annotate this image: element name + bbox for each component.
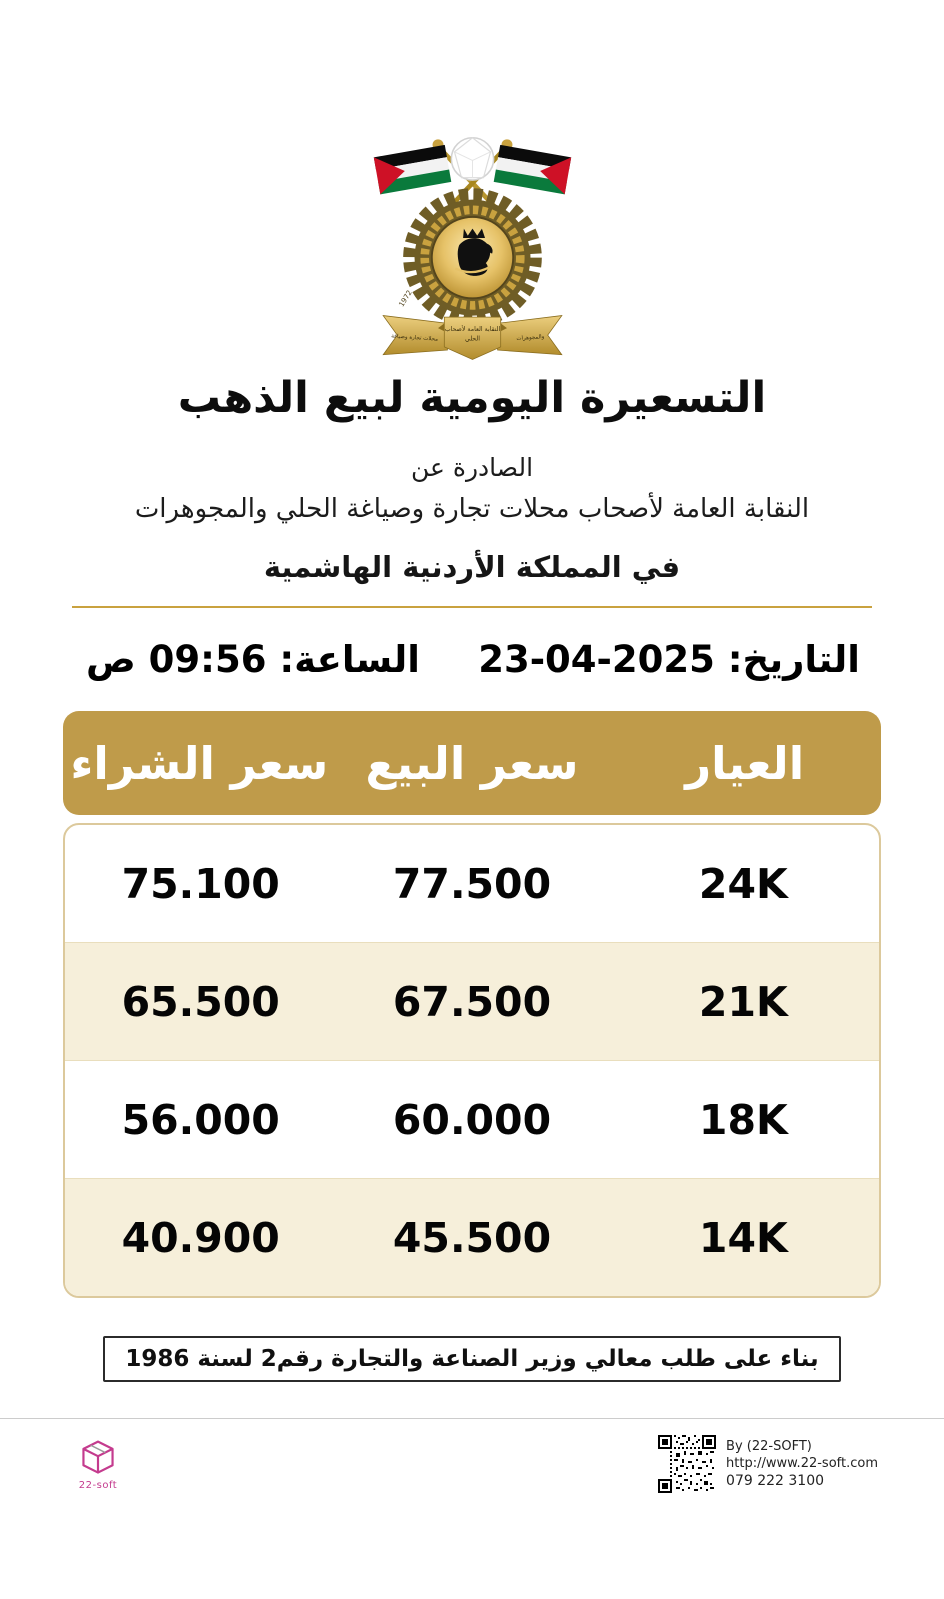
header-karat: العيار [685, 736, 805, 790]
page-title: التسعيرة اليومية لبيع الذهب [177, 373, 767, 423]
header-sell-price: سعر البيع [365, 736, 579, 790]
buy-price-cell: 65.500 [121, 977, 280, 1026]
established-year: 1972 [396, 288, 414, 309]
footer [0, 1419, 944, 1493]
sell-price-cell: 60.000 [392, 1095, 552, 1144]
jordan-flag-left-icon [373, 145, 451, 195]
ribbon-center-line1: النقابة العامة لأصحاب [444, 326, 500, 334]
time-field [86, 638, 420, 681]
ribbon-left-text: محلات تجارة وصياغة [390, 333, 438, 343]
karat-cell: 21K [698, 977, 788, 1026]
brand-name: 22-soft [78, 1479, 118, 1491]
ribbon-right-text: والمجوهرات [515, 334, 545, 343]
price-table-header [63, 711, 881, 815]
credit-block [658, 1435, 878, 1493]
diamond-icon [451, 138, 493, 180]
sell-price-cell: 77.500 [392, 859, 552, 908]
table-row [65, 825, 879, 942]
gold-divider [72, 606, 872, 608]
buy-price-cell: 40.900 [121, 1213, 280, 1262]
cube-logo-icon [78, 1438, 118, 1478]
issued-by-line: الصادرة عن [410, 453, 534, 482]
buy-price-cell: 75.100 [121, 859, 280, 908]
ministerial-note: بناء على طلب معالي وزير الصناعة والتجارة رقم2 لسنة 1986 [103, 1336, 840, 1382]
software-brand [78, 1438, 118, 1491]
time-suffix: ص [86, 638, 136, 681]
syndicate-emblem [355, 126, 590, 361]
credit-website: http://www.22-soft.com [726, 1456, 878, 1471]
table-row [65, 1060, 879, 1178]
table-row [65, 942, 879, 1060]
qr-code [658, 1435, 716, 1493]
table-row [65, 1178, 879, 1296]
karat-cell: 14K [698, 1213, 788, 1262]
credit-text [726, 1439, 878, 1489]
date-value: 23-04-2025 [478, 638, 715, 681]
header-buy-price: سعر الشراء [70, 736, 329, 790]
credit-by: By (22-SOFT) [726, 1439, 812, 1454]
credit-phone: 079 222 3100 [726, 1473, 825, 1489]
emblem-graphic [355, 126, 590, 361]
jordan-flag-right-icon [493, 145, 571, 195]
karat-cell: 24K [698, 859, 788, 908]
date-label: التاريخ: [727, 638, 860, 681]
syndicate-name-line: النقابة العامة لأصحاب محلات تجارة وصياغة الحلي والمجوهرات [134, 494, 810, 524]
sell-price-cell: 67.500 [392, 977, 552, 1026]
date-field [478, 638, 860, 681]
karat-cell: 18K [698, 1095, 788, 1144]
time-value: 09:56 [148, 638, 267, 681]
kingdom-line: في المملكة الأردنية الهاشمية [263, 550, 681, 584]
price-table-body [63, 823, 881, 1298]
ribbon-center-line2: الحلي [464, 335, 480, 343]
time-label: الساعة: [279, 638, 420, 681]
datetime-row [0, 638, 944, 681]
sell-price-cell: 45.500 [392, 1213, 552, 1262]
price-table [63, 711, 881, 1298]
buy-price-cell: 56.000 [121, 1095, 280, 1144]
